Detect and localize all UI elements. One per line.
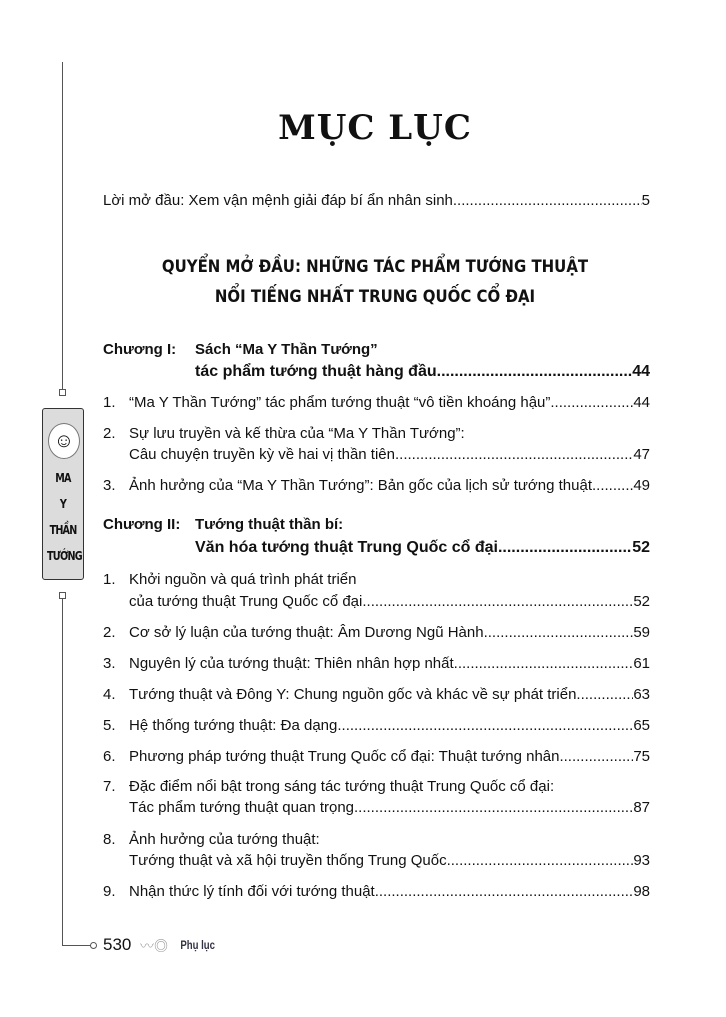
part-heading: NỔI TIẾNG NHẤT TRUNG QUỐC CỔ ĐẠI: [214, 287, 536, 307]
entry-text: Nhận thức lý tính đối với tướng thuật: [129, 883, 375, 900]
part-heading: QUYỂN MỞ ĐẦU: NHỮNG TÁC PHẨM TƯỚNG THUẬT: [161, 257, 589, 277]
item-number: 5.: [103, 717, 116, 734]
toc-entry[interactable]: [129, 883, 650, 901]
item-number: 3.: [103, 655, 116, 672]
entry-page: 61: [633, 655, 650, 672]
banner-word: THẦN: [49, 523, 77, 537]
banner-word: TƯỚNG: [47, 549, 82, 563]
toc-entry-intro[interactable]: [103, 192, 650, 210]
entry-page: 5: [641, 192, 650, 209]
entry-text: Tướng thuật và xã hội truyền thống Trung Quốc: [129, 852, 447, 869]
entry-text: tác phẩm tướng thuật hàng đầu: [195, 363, 437, 380]
entry-text: Nguyên lý của tướng thuật: Thiên nhân hợp nhất: [129, 655, 454, 672]
banner-word: MA: [55, 471, 71, 485]
entry-page: 87: [633, 799, 650, 816]
item-number: 1.: [103, 571, 116, 588]
entry-page: 49: [633, 477, 650, 494]
toc-entry[interactable]: [129, 799, 650, 817]
entry-page: 47: [633, 446, 650, 463]
entry-page: 52: [632, 539, 650, 556]
entry-text: Tướng thuật và Đông Y: Chung nguồn gốc và khác về sự phát triển: [129, 686, 577, 703]
rule-ornament: [90, 942, 97, 949]
chapter-title: Tướng thuật thần bí:: [195, 516, 344, 533]
entry-text: Hệ thống tướng thuật: Đa dạng: [129, 717, 338, 734]
item-number: 7.: [103, 778, 116, 795]
entry-text: Đặc điểm nổi bật trong sáng tác tướng thuật Trung Quốc cổ đại:: [129, 778, 555, 795]
entry-text: Phương pháp tướng thuật Trung Quốc cổ đại: Thuật tướng nhân: [129, 748, 560, 765]
entry-page: 75: [633, 748, 650, 765]
entry-page: 93: [633, 852, 650, 869]
item-number: 1.: [103, 394, 116, 411]
entry-page: 44: [632, 363, 650, 380]
toc-entry[interactable]: [129, 748, 650, 766]
entry-text: Ảnh hưởng của “Ma Y Thần Tướng”: Bản gốc của lịch sử tướng thuật: [129, 477, 592, 494]
page-number: 530: [103, 935, 132, 954]
entry-page: 44: [633, 394, 650, 411]
section-name: Phụ lục: [180, 938, 216, 952]
toc-entry[interactable]: [129, 852, 650, 870]
toc-entry[interactable]: [129, 624, 650, 642]
entry-page: 63: [633, 686, 650, 703]
entry-text: Câu chuyện truyền kỳ về hai vị thần tiên: [129, 446, 395, 463]
entry-page: 98: [633, 883, 650, 900]
entry-text: của tướng thuật Trung Quốc cổ đại: [129, 593, 363, 610]
footer-rule: [62, 945, 92, 946]
toc-entry[interactable]: [129, 593, 650, 611]
toc-entry[interactable]: [129, 655, 650, 673]
item-number: 3.: [103, 477, 116, 494]
rule-ornament: [59, 389, 66, 396]
toc-entry[interactable]: [129, 446, 650, 464]
toc-entry-chapter1[interactable]: [195, 363, 650, 381]
chapter-title: Sách “Ma Y Thần Tướng”: [195, 341, 378, 358]
banner-word: Y: [59, 497, 67, 511]
toc-entry[interactable]: [129, 477, 650, 495]
entry-page: 52: [633, 593, 650, 610]
entry-text: “Ma Y Thần Tướng” tác phẩm tướng thuật “vô tiền khoáng hậu”: [129, 394, 551, 411]
entry-page: 65: [633, 717, 650, 734]
entry-text: Tác phẩm tướng thuật quan trọng: [129, 799, 355, 816]
toc-entry[interactable]: [129, 394, 650, 412]
page-title: MỤC LỤC: [278, 108, 472, 148]
entry-text: Cơ sở lý luận của tướng thuật: Âm Dương Ngũ Hành: [129, 624, 484, 641]
margin-rule: [62, 598, 63, 945]
entry-text: Lời mở đầu: Xem vận mệnh giải đáp bí ẩn nhân sinh: [103, 192, 453, 209]
item-number: 6.: [103, 748, 116, 765]
item-number: 2.: [103, 624, 116, 641]
toc-entry[interactable]: [129, 686, 650, 704]
toc-entry-chapter2[interactable]: [195, 539, 650, 557]
chapter-label: Chương I:: [103, 341, 177, 358]
book-banner: [42, 408, 84, 580]
item-number: 2.: [103, 425, 116, 442]
entry-page: 59: [633, 624, 650, 641]
face-portrait-icon: ☺: [48, 423, 80, 459]
toc-entry[interactable]: [129, 717, 650, 735]
entry-text: Khởi nguồn và quá trình phát triển: [129, 571, 357, 588]
chapter-label: Chương II:: [103, 516, 181, 533]
entry-text: Ảnh hưởng của tướng thuật:: [129, 831, 320, 848]
item-number: 4.: [103, 686, 116, 703]
entry-text: Sự lưu truyền và kế thừa của “Ma Y Thần Tướng”:: [129, 425, 465, 442]
item-number: 8.: [103, 831, 116, 848]
swirl-ornament-icon: 〰◎: [140, 938, 168, 954]
item-number: 9.: [103, 883, 116, 900]
entry-text: Văn hóa tướng thuật Trung Quốc cổ đại: [195, 539, 498, 556]
